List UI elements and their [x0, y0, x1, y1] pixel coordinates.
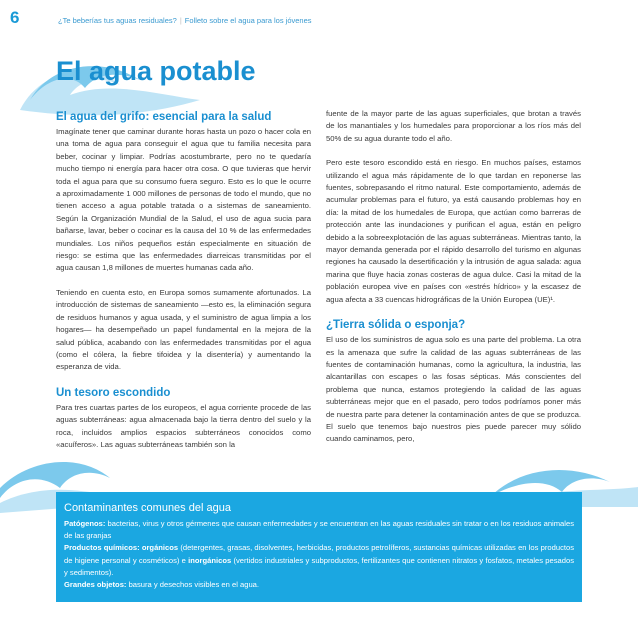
right-column — [326, 108, 581, 458]
pollutants-info-box — [56, 492, 582, 602]
chemicals-item — [64, 542, 574, 579]
pathogens-text: bacterias, virus y otros gérmenes que causan enfermedades y se encuentran en las aguas residuales sin tratar o en los residuos animales de las granjas — [64, 519, 574, 541]
section-heading-hidden-treasure: Un tesoro escondido — [56, 386, 171, 399]
page-number: 6 — [10, 8, 20, 27]
chemicals-label: Productos químicos: orgánicos — [64, 543, 179, 553]
paragraph: fuente de la mayor parte de las aguas superficiales, que brotan a través de los manantiales y los humedales para proporcionar a los ríos más del 50% de su agua durante todo el año. — [326, 109, 581, 143]
paragraph: Para tres cuartas partes de los europeos, el agua corriente procede de las aguas subterráneas: agua almacenada bajo la tierra dentro del suelo y la roca, incluidos amplios espacios subterráneos conocidos como «acuíferos». Las aguas subterráneas también son la — [56, 402, 311, 449]
chemicals-text: (detergentes, grasas, disolventes, herbicidas, productos petrolíferos, sustancias químicas utilizadas en los productos de higiene personal y cosméticos) e — [64, 543, 574, 565]
paragraph: Imagínate tener que caminar durante horas hasta un pozo o hacer cola en una toma de agua para conseguir el agua que tu familia necesita para beber, cocinar y limpiar. Podrías acostumbrarte, pero no te quedaría mucho tiempo ni energía para hacer otra cosa. O que tuvieras que hervir toda el agua para que su consumo fuera seguro. Esto es lo que le ocurre a aproximadamente 1 000 millones de personas de todo el mundo, que no tienen acceso a agua potable tratada o a sistemas de saneamiento. Según la Organización Mundial de la Salud, el uso de agua sucia para bañarse, lavar, beber o cocinar es la causa del 10 % de las enfermedades mundiales. Los niños pequeños están especialmente en situación de riesgo: se estima que las enfermedades diarreicas transmitidas por el agua causan 1,8 millones de muertes humanas cada año. — [56, 127, 311, 273]
paragraph: El uso de los suministros de agua solo es una parte del problema. La otra es la amenaza que sufre la calidad de las aguas subterráneas de las fuentes de contaminación humanas, como la agricultura, la industria, las alcantarillas con escapes o las fosas sépticas. Más conscientes del problema que nunca, estamos protegiendo la calidad de las aguas subterráneas mejor que en el pasado, pero todos podríamos poner más de nuestra parte para detener la contaminación antes de que se produzca. El suelo que tenemos bajo nuestros pies puede parecer muy sólido cuando caminamos, pero, — [326, 335, 581, 444]
running-title: ¿Te beberías tus aguas residuales? — [58, 16, 177, 25]
large-objects-label: Grandes objetos: — [64, 580, 127, 590]
pathogens-label: Patógenos: — [64, 519, 106, 528]
running-header: ¿Te beberías tus aguas residuales? | Folleto sobre el agua para los jóvenes — [58, 16, 312, 25]
paragraph: Pero este tesoro escondido está en riesgo. En muchos países, estamos utilizando el agua más rápidamente de lo que tardan en reponerse las fuentes, sobrepasando el ritmo natural. Este comportamiento, además de acumular problemas para el futuro, ya está causando problemas hoy en día: la mitad de los humedales de Europa, que actúan como barreras de protección ante las inundaciones y purifican el agua, están en peligro debido a la sobreexplotación de las aguas subterráneas. Mientras tanto, la mayor demanda generada por el rápido desarrollo del turismo en algunas regiones ha causado la desertificación y la intrusión de agua salada: agua marina que fluye hacia zonas costeras de agua dulce. Casi la mitad de la población europea vive en países con «estrés hídrico» y la escasez de agua afecta a 33 cuencas hidrográficas de la Unión Europea (UE)¹. — [326, 158, 581, 304]
page-title: El agua potable — [56, 56, 256, 86]
pathogens-item — [64, 518, 574, 542]
large-objects-item — [64, 579, 574, 591]
info-box-title: Contaminantes comunes del agua — [64, 502, 231, 514]
running-subtitle: Folleto sobre el agua para los jóvenes — [184, 16, 312, 25]
inorganic-text: (vertidos industriales y subproductos, fertilizantes que contienen nitratos y fosfatos, metales pesados y sedimentos). — [64, 555, 574, 577]
large-objects-text: basura y desechos visibles en el agua. — [126, 580, 260, 590]
section-heading-solid-ground: ¿Tierra sólida o esponja? — [326, 319, 466, 332]
paragraph: Teniendo en cuenta esto, en Europa somos sumamente afortunados. La introducción de sistemas de saneamiento —esto es, la eliminación segura de residuos humanos y agua usada, y el suministro de agua limpia a los hogares— ha desempeñado un papel fundamental en la mejora de la salud pública, acabando con las enfermedades transmitidas por el agua (como el cólera, la fiebre tifoidea y la disentería) y aumentando la esperanza de vida. — [56, 287, 311, 372]
left-column — [56, 110, 311, 463]
inorganic-label: inorgánicos — [188, 555, 232, 565]
section-heading-tap-water: El agua del grifo: esencial para la salud — [56, 111, 272, 123]
